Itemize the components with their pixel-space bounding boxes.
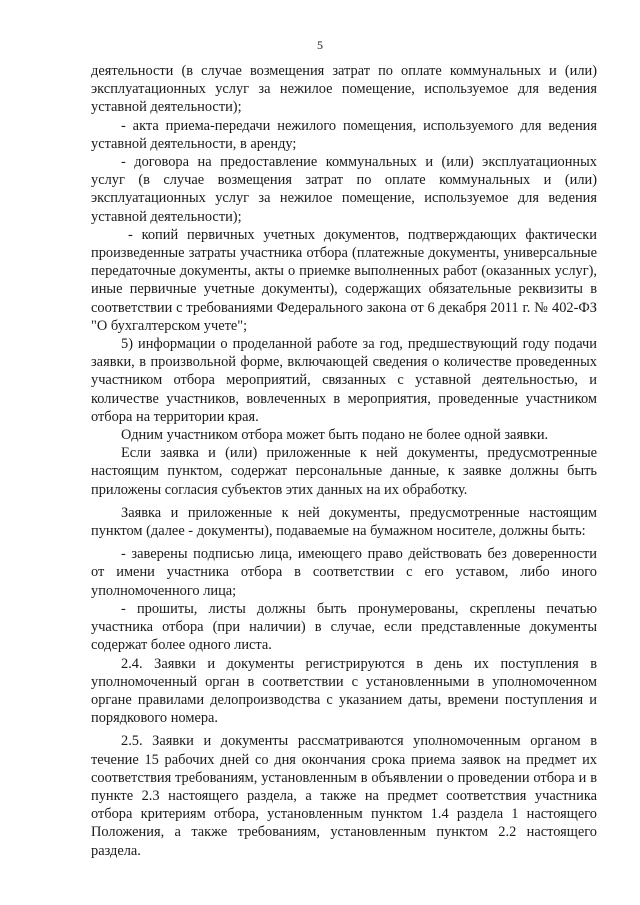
page-number: 5 <box>317 38 323 52</box>
paragraph-lease-act: - акта приема-передачи нежилого помещения, используемого для ведения уставной деятельности, в аренду; <box>91 117 597 152</box>
paragraph-clause-2-5: 2.5. Заявки и документы рассматриваются уполномоченным органом в течение 15 рабочих дней со дня окончания срока приема заявок на предмет их соответствия требованиям, установленным в объявлении о проведении отбора и в пункте 2.3 настоящего раздела, а также на предмет соответствия участника отбора критериям отбора, установленным пунктом 1.4 раздела 1 настоящего Положения, а также требованиям, установленным пунктом 2.2 настоящего раздела. <box>91 733 597 859</box>
paragraph-utilities-contract: - договора на предоставление коммунальных и (или) эксплуатационных услуг (в случае возмещения затрат по оплате коммунальных и (или) эксплуатационных услуг за нежилое помещение, используемое для ведения уставной деятельности); <box>91 154 597 225</box>
paragraph-primary-documents: - копий первичных учетных документов, подтверждающих фактически произведенные затраты участника отбора (платежные документы, универсальные передаточные документы, акты о приемке выполненных работ (оказанных услуг), иные первичные учетные документы), содержащих обязательные реквизиты в соответствии с требованиями Федерального закона от 6 декабря 2011 г. № 402-ФЗ "О бухгалтерском учете"; <box>91 226 597 334</box>
paragraph-paper-documents: Заявка и приложенные к ней документы, предусмотренные настоящим пунктом (далее - документы), подаваемые на бумажном носителе, должны быть: <box>91 504 597 540</box>
paragraph-one-application: Одним участником отбора может быть подано не более одной заявки. <box>121 427 549 444</box>
paragraph-personal-data: Если заявка и (или) приложенные к ней документы, предусмотренные настоящим пунктом, содержат персональные данные, к заявке должны быть приложены согласия субъектов этих данных на их обработку. <box>91 445 597 498</box>
document-body <box>91 62 597 860</box>
paragraph-annual-report: 5) информации о проделанной работе за год, предшествующий году подачи заявки, в произвольной форме, включающей сведения о количестве проведенных участником отбора мероприятий, связанных с уставной деятельностью, и количестве участников, вовлеченных в мероприятия, проведенные участником отбора на территории края. <box>91 336 597 425</box>
paragraph-stitching: - прошиты, листы должны быть пронумерованы, скреплены печатью участника отбора (при наличии) в случае, если представленные документы содержат более одного листа. <box>91 600 597 654</box>
paragraph-continuation: деятельности (в случае возмещения затрат по оплате коммунальных и (или) эксплуатационных услуг за нежилое помещение, используемое для ведения уставной деятельности); <box>91 63 597 116</box>
paragraph-clause-2-4: 2.4. Заявки и документы регистрируются в день их поступления в уполномоченный орган в соответствии с установленными в уполномоченном органе правилами делопроизводства с указанием даты, времени поступления и порядкового номера. <box>91 655 597 727</box>
paragraph-signature: - заверены подписью лица, имеющего право действовать без доверенности от имени участника отбора в соответствии с его уставом, либо иного уполномоченного лица; <box>91 546 597 599</box>
